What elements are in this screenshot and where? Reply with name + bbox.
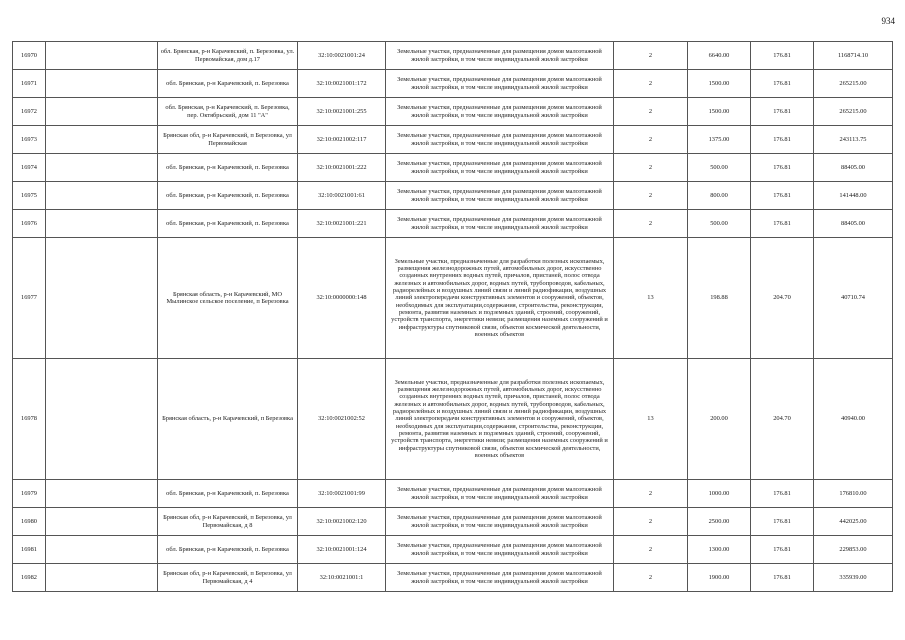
address-cell: обл. Брянская, р-н Карачевский, п. Березовка — [158, 154, 298, 182]
group-cell: 2 — [614, 210, 688, 238]
spacer-cell — [46, 98, 158, 126]
table-row — [13, 480, 893, 508]
address-cell: обл. Брянская, р-н Карачевский, п. Березовка — [158, 536, 298, 564]
table-row — [13, 536, 893, 564]
cadastral-value-cell: 88405.00 — [814, 154, 893, 182]
table-row — [13, 359, 893, 480]
purpose-cell: Земельные участки, предназначенные для размещения домов малоэтажной жилой застройки, в том числе индивидуальной жилой застройки — [386, 508, 614, 536]
row-number: 16978 — [13, 359, 46, 480]
cadastral-number-cell: 32:10:0021001:1 — [298, 564, 386, 592]
rate-cell: 176.81 — [751, 154, 814, 182]
row-number: 16975 — [13, 182, 46, 210]
group-cell: 2 — [614, 42, 688, 70]
group-cell: 2 — [614, 480, 688, 508]
address-cell: обл. Брянская, р-н Карачевский, п. Березовка, ул. Первомайская, дом д.17 — [158, 42, 298, 70]
area-cell: 198.88 — [688, 238, 751, 359]
table-row — [13, 210, 893, 238]
cadastral-number-cell: 32:10:0021001:221 — [298, 210, 386, 238]
rate-cell: 176.81 — [751, 70, 814, 98]
rate-cell: 176.81 — [751, 210, 814, 238]
purpose-cell: Земельные участки, предназначенные для размещения домов малоэтажной жилой застройки, в том числе индивидуальной жилой застройки — [386, 182, 614, 210]
area-cell: 1500.00 — [688, 98, 751, 126]
cadastral-value-cell: 141448.00 — [814, 182, 893, 210]
address-cell: обл. Брянская, р-н Карачевский, п. Березовка — [158, 70, 298, 98]
spacer-cell — [46, 210, 158, 238]
area-cell: 800.00 — [688, 182, 751, 210]
table-body — [13, 42, 893, 592]
cadastral-value-cell: 40710.74 — [814, 238, 893, 359]
purpose-cell: Земельные участки, предназначенные для размещения домов малоэтажной жилой застройки, в том числе индивидуальной жилой застройки — [386, 480, 614, 508]
rate-cell: 204.70 — [751, 238, 814, 359]
row-number: 16979 — [13, 480, 46, 508]
spacer-cell — [46, 70, 158, 98]
group-cell: 2 — [614, 70, 688, 98]
spacer-cell — [46, 154, 158, 182]
cadastral-value-cell: 442025.00 — [814, 508, 893, 536]
group-cell: 2 — [614, 126, 688, 154]
cadastral-value-cell: 243113.75 — [814, 126, 893, 154]
address-cell: Брянская область, р-н Карачевский, п Березовка — [158, 359, 298, 480]
cadastral-value-cell: 176810.00 — [814, 480, 893, 508]
area-cell: 500.00 — [688, 210, 751, 238]
rate-cell: 176.81 — [751, 508, 814, 536]
address-cell: Брянская обл, р-н Карачевский, п Березовка, ул Первомайская, д 4 — [158, 564, 298, 592]
spacer-cell — [46, 182, 158, 210]
table-row — [13, 238, 893, 359]
address-cell: Брянская обл, р-н Карачевский, п Березовка, ул Первомайская — [158, 126, 298, 154]
cadastral-number-cell: 32:10:0021001:172 — [298, 70, 386, 98]
cadastral-number-cell: 32:10:0000000:148 — [298, 238, 386, 359]
row-number: 16972 — [13, 98, 46, 126]
purpose-cell: Земельные участки, предназначенные для размещения домов малоэтажной жилой застройки, в том числе индивидуальной жилой застройки — [386, 210, 614, 238]
purpose-cell: Земельные участки, предназначенные для размещения домов малоэтажной жилой застройки, в том числе индивидуальной жилой застройки — [386, 564, 614, 592]
group-cell: 2 — [614, 508, 688, 536]
address-cell: Брянская область, р-н Карачевский, МО Мылинское сельское поселение, п Березовка — [158, 238, 298, 359]
table-row — [13, 154, 893, 182]
cadastral-value-cell: 335939.00 — [814, 564, 893, 592]
group-cell: 2 — [614, 536, 688, 564]
rate-cell: 176.81 — [751, 564, 814, 592]
spacer-cell — [46, 564, 158, 592]
cadastral-number-cell: 32:10:0021001:24 — [298, 42, 386, 70]
spacer-cell — [46, 238, 158, 359]
area-cell: 200.00 — [688, 359, 751, 480]
rate-cell: 176.81 — [751, 42, 814, 70]
address-cell: обл. Брянская, р-н Карачевский, п. Березовка — [158, 210, 298, 238]
rate-cell: 176.81 — [751, 536, 814, 564]
cadastral-number-cell: 32:10:0021001:99 — [298, 480, 386, 508]
rate-cell: 176.81 — [751, 98, 814, 126]
group-cell: 13 — [614, 359, 688, 480]
purpose-cell: Земельные участки, предназначенные для размещения домов малоэтажной жилой застройки, в том числе индивидуальной жилой застройки — [386, 98, 614, 126]
table-row — [13, 508, 893, 536]
address-cell: обл. Брянская, р-н Карачевский, п. Березовка — [158, 182, 298, 210]
purpose-cell: Земельные участки, предназначенные для размещения домов малоэтажной жилой застройки, в том числе индивидуальной жилой застройки — [386, 126, 614, 154]
cadastral-number-cell: 32:10:0021001:61 — [298, 182, 386, 210]
area-cell: 500.00 — [688, 154, 751, 182]
table-row — [13, 42, 893, 70]
group-cell: 2 — [614, 182, 688, 210]
address-cell: обл. Брянская, р-н Карачевский, п. Березовка — [158, 480, 298, 508]
page-number: 934 — [881, 16, 895, 26]
cadastral-number-cell: 32:10:0021001:124 — [298, 536, 386, 564]
row-number: 16977 — [13, 238, 46, 359]
purpose-cell: Земельные участки, предназначенные для разработки полезных ископаемых, размещения железнодорожных путей, автомобильных дорог, искусственно созданных внутренних водных путей, причалов, пристаней, полос отвода железных и автомобильных дорог, водных путей, трубопроводов, кабельных, радиорелейных и воздушных линий связи и линий радиофикации, воздушных линий электропередачи конструктивных элементов и сооружений, объектов, необходимых для эксплуатации,содержания, строительства, реконструкции, ремонта, развития наземных и подземных зданий, строений, сооружений, устройств транспорта, энергетики невязи; размещения наземных сооружений и инфраструктуры спутниковой связи, объектов космической деятельности, военных объектов — [386, 238, 614, 359]
spacer-cell — [46, 536, 158, 564]
area-cell: 1375.00 — [688, 126, 751, 154]
rate-cell: 176.81 — [751, 126, 814, 154]
area-cell: 1900.00 — [688, 564, 751, 592]
group-cell: 2 — [614, 154, 688, 182]
area-cell: 6640.00 — [688, 42, 751, 70]
spacer-cell — [46, 508, 158, 536]
area-cell: 1300.00 — [688, 536, 751, 564]
row-number: 16982 — [13, 564, 46, 592]
rate-cell: 176.81 — [751, 182, 814, 210]
land-registry-table — [12, 41, 893, 592]
spacer-cell — [46, 480, 158, 508]
address-cell: обл. Брянская, р-н Карачевский, п. Березовка, пер. Октябрьский, дом 11 "А" — [158, 98, 298, 126]
cadastral-value-cell: 265215.00 — [814, 70, 893, 98]
spacer-cell — [46, 359, 158, 480]
table-row — [13, 98, 893, 126]
spacer-cell — [46, 42, 158, 70]
table-row — [13, 70, 893, 98]
cadastral-value-cell: 265215.00 — [814, 98, 893, 126]
group-cell: 13 — [614, 238, 688, 359]
purpose-cell: Земельные участки, предназначенные для размещения домов малоэтажной жилой застройки, в том числе индивидуальной жилой застройки — [386, 70, 614, 98]
cadastral-number-cell: 32:10:0021002:117 — [298, 126, 386, 154]
row-number: 16973 — [13, 126, 46, 154]
area-cell: 2500.00 — [688, 508, 751, 536]
rate-cell: 176.81 — [751, 480, 814, 508]
rate-cell: 204.70 — [751, 359, 814, 480]
table-row — [13, 564, 893, 592]
table-row — [13, 126, 893, 154]
group-cell: 2 — [614, 564, 688, 592]
cadastral-value-cell: 40940.00 — [814, 359, 893, 480]
row-number: 16980 — [13, 508, 46, 536]
group-cell: 2 — [614, 98, 688, 126]
row-number: 16976 — [13, 210, 46, 238]
cadastral-value-cell: 1168714.10 — [814, 42, 893, 70]
cadastral-number-cell: 32:10:0021002:120 — [298, 508, 386, 536]
cadastral-value-cell: 88405.00 — [814, 210, 893, 238]
table-row — [13, 182, 893, 210]
purpose-cell: Земельные участки, предназначенные для размещения домов малоэтажной жилой застройки, в том числе индивидуальной жилой застройки — [386, 536, 614, 564]
cadastral-number-cell: 32:10:0021001:255 — [298, 98, 386, 126]
area-cell: 1500.00 — [688, 70, 751, 98]
address-cell: Брянская обл, р-н Карачевский, п Березовка, ул Первомайская, д 8 — [158, 508, 298, 536]
cadastral-number-cell: 32:10:0021001:222 — [298, 154, 386, 182]
purpose-cell: Земельные участки, предназначенные для размещения домов малоэтажной жилой застройки, в том числе индивидуальной жилой застройки — [386, 154, 614, 182]
row-number: 16981 — [13, 536, 46, 564]
row-number: 16971 — [13, 70, 46, 98]
row-number: 16970 — [13, 42, 46, 70]
purpose-cell: Земельные участки, предназначенные для разработки полезных ископаемых, размещения железнодорожных путей, автомобильных дорог, искусственно созданных внутренних водных путей, причалов, пристаней, полос отвода железных и автомобильных дорог, водных путей, трубопроводов, кабельных, радиорелейных и воздушных линий связи и линий радиофикации, воздушных линий электропередачи конструктивных элементов и сооружений, объектов, необходимых для эксплуатации,содержания, строительства, реконструкции, ремонта, развития наземных и подземных зданий, строений, сооружений, устройств транспорта, энергетики невязи; размещения наземных сооружений и инфраструктуры спутниковой связи, объектов космической деятельности, военных объектов — [386, 359, 614, 480]
spacer-cell — [46, 126, 158, 154]
purpose-cell: Земельные участки, предназначенные для размещения домов малоэтажной жилой застройки, в том числе индивидуальной жилой застройки — [386, 42, 614, 70]
cadastral-number-cell: 32:10:0021002:52 — [298, 359, 386, 480]
area-cell: 1000.00 — [688, 480, 751, 508]
cadastral-value-cell: 229853.00 — [814, 536, 893, 564]
row-number: 16974 — [13, 154, 46, 182]
